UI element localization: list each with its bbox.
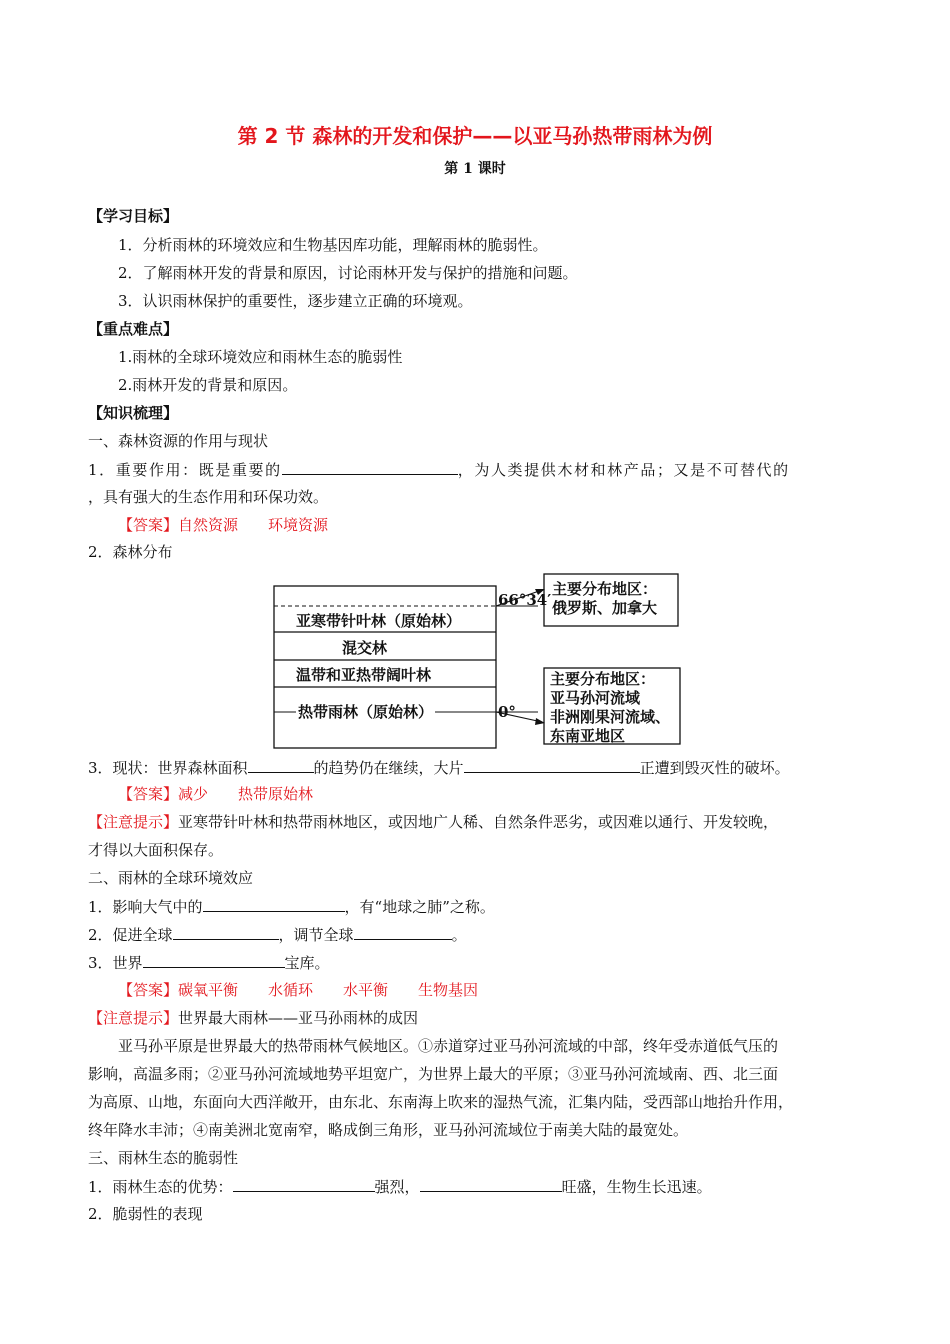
goal-item: 3．认识雨林保护的重要性，逐步建立正确的环境观。 — [118, 292, 473, 310]
question-text: ，具有强大的生态作用和环保功效。 — [88, 488, 329, 506]
box-line: 主要分布地区： — [550, 670, 656, 688]
box-line: 主要分布地区： — [552, 580, 658, 598]
box-line: 亚马孙河流域 — [550, 689, 641, 707]
question-text: 。 — [451, 926, 467, 944]
keypoints-heading: 【重点难点】 — [88, 320, 179, 338]
tip-text: 才得以大面积保存。 — [88, 841, 224, 859]
page-title: 第 2 节 森林的开发和保护——以亚马孙热带雨林为例 — [237, 124, 713, 148]
answer-blank[interactable] — [282, 458, 458, 475]
question-text: ，调节全球 — [278, 926, 354, 944]
answer-blank[interactable] — [173, 923, 279, 940]
tip-text: 亚寒带针叶林和热带雨林地区，或因地广人稀、自然条件恶劣，或因难以通行、开发较晚， — [178, 813, 779, 831]
tip-text: 世界最大雨林——亚马孙雨林的成因 — [178, 1009, 419, 1027]
question-text: 3．世界 — [88, 954, 143, 972]
question-1-3 — [88, 756, 790, 779]
latitude-label-top: 66°34′ — [498, 591, 552, 609]
section-1-title: 一、森林资源的作用与现状 — [88, 432, 269, 450]
paragraph-line: 为高原、山地，东面向大西洋敞开，由东北、东南海上吹来的湿热气流，汇集内陆，受西部山地抬升作用， — [88, 1093, 794, 1111]
box-line: 俄罗斯、加拿大 — [552, 599, 658, 617]
knowledge-heading: 【知识梳理】 — [88, 404, 179, 422]
question-1-2: 2．森林分布 — [88, 543, 173, 561]
tip-tag: 【注意提示】 — [88, 1009, 179, 1027]
question-text: 正遭到毁灭性的破坏。 — [639, 759, 790, 777]
question-text: 强烈， — [374, 1178, 420, 1196]
keypoint-item: 2.雨林开发的背景和原因。 — [118, 376, 298, 394]
question-text: 旺盛，生物生长迅速。 — [561, 1178, 712, 1196]
goals-heading: 【学习目标】 — [88, 207, 179, 225]
paragraph-line: 影响，高温多雨；②亚马孙河流域地势平坦宽广，为世界上最大的平原；③亚马孙河流域南、西、北三面 — [88, 1065, 779, 1083]
latitude-label-equator: 0° — [498, 703, 516, 721]
answer-tag: 【答案】 — [118, 785, 179, 803]
question-text: 1．重要作用：既是重要的 — [88, 461, 282, 479]
answer-tag: 【答案】 — [118, 516, 179, 534]
question-3-2: 2．脆弱性的表现 — [88, 1205, 203, 1223]
answer-tag: 【答案】 — [118, 981, 179, 999]
goal-item: 2．了解雨林开发的背景和原因，讨论雨林开发与保护的措施和问题。 — [118, 264, 578, 282]
forest-row-broadleaf: 温带和亚热带阔叶林 — [296, 666, 432, 684]
answer-blank[interactable] — [203, 895, 345, 912]
question-text: 2．促进全球 — [88, 926, 173, 944]
lesson-subtitle: 第 1 课时 — [444, 161, 506, 177]
answer-blank[interactable] — [248, 756, 314, 773]
goal-item: 1．分析雨林的环境效应和生物基因库功能，理解雨林的脆弱性。 — [118, 236, 548, 254]
question-text: ，为人类提供木材和林产品；又是不可替代的 — [457, 461, 790, 479]
forest-row-rainforest: 热带雨林（原始林） — [298, 703, 434, 721]
question-1-1 — [88, 458, 790, 481]
answer-blank[interactable] — [233, 1175, 375, 1192]
question-3-1 — [88, 1175, 712, 1198]
distribution-box-north — [552, 580, 657, 618]
tip-line — [88, 811, 778, 833]
answer-text: 碳氧平衡 水循环 水平衡 生物基因 — [178, 981, 479, 999]
question-text: ，有“地球之肺”之称。 — [344, 898, 495, 916]
answer-text: 减少 热带原始林 — [178, 785, 314, 803]
answer-blank[interactable] — [420, 1175, 562, 1192]
question-text: 宝库。 — [284, 954, 330, 972]
paragraph-line: 亚马孙平原是世界最大的热带雨林气候地区。①赤道穿过亚马孙河流域的中部，终年受赤道低气压的 — [118, 1037, 779, 1055]
keypoint-item: 1.雨林的全球环境效应和雨林生态的脆弱性 — [118, 348, 403, 366]
forest-distribution-diagram — [270, 568, 690, 750]
question-2-3 — [88, 951, 330, 974]
answer-line — [118, 783, 313, 805]
answer-blank[interactable] — [143, 951, 285, 968]
answer-line — [118, 514, 328, 536]
forest-row-boreal: 亚寒带针叶林（原始林） — [296, 612, 462, 630]
forest-row-mixed: 混交林 — [342, 639, 388, 657]
section-2-title: 二、雨林的全球环境效应 — [88, 869, 254, 887]
box-line: 非洲刚果河流域、 — [550, 708, 671, 726]
question-2-2 — [88, 923, 467, 946]
paragraph-line: 终年降水丰沛；④南美洲北宽南窄，略成倒三角形，亚马孙河流域位于南美大陆的最宽处。 — [88, 1121, 689, 1139]
question-text: 1．雨林生态的优势： — [88, 1178, 233, 1196]
answer-text: 自然资源 环境资源 — [178, 516, 329, 534]
section-3-title: 三、雨林生态的脆弱性 — [88, 1149, 239, 1167]
tip-line — [88, 1007, 418, 1029]
tip-tag: 【注意提示】 — [88, 813, 179, 831]
box-line: 东南亚地区 — [550, 727, 626, 745]
answer-blank[interactable] — [354, 923, 452, 940]
question-text: 3．现状：世界森林面积 — [88, 759, 248, 777]
distribution-box-tropics — [550, 670, 670, 746]
question-text: 的趋势仍在继续，大片 — [313, 759, 464, 777]
question-text: 1．影响大气中的 — [88, 898, 203, 916]
answer-blank[interactable] — [464, 756, 640, 773]
answer-line — [118, 979, 478, 1001]
question-2-1 — [88, 895, 495, 918]
